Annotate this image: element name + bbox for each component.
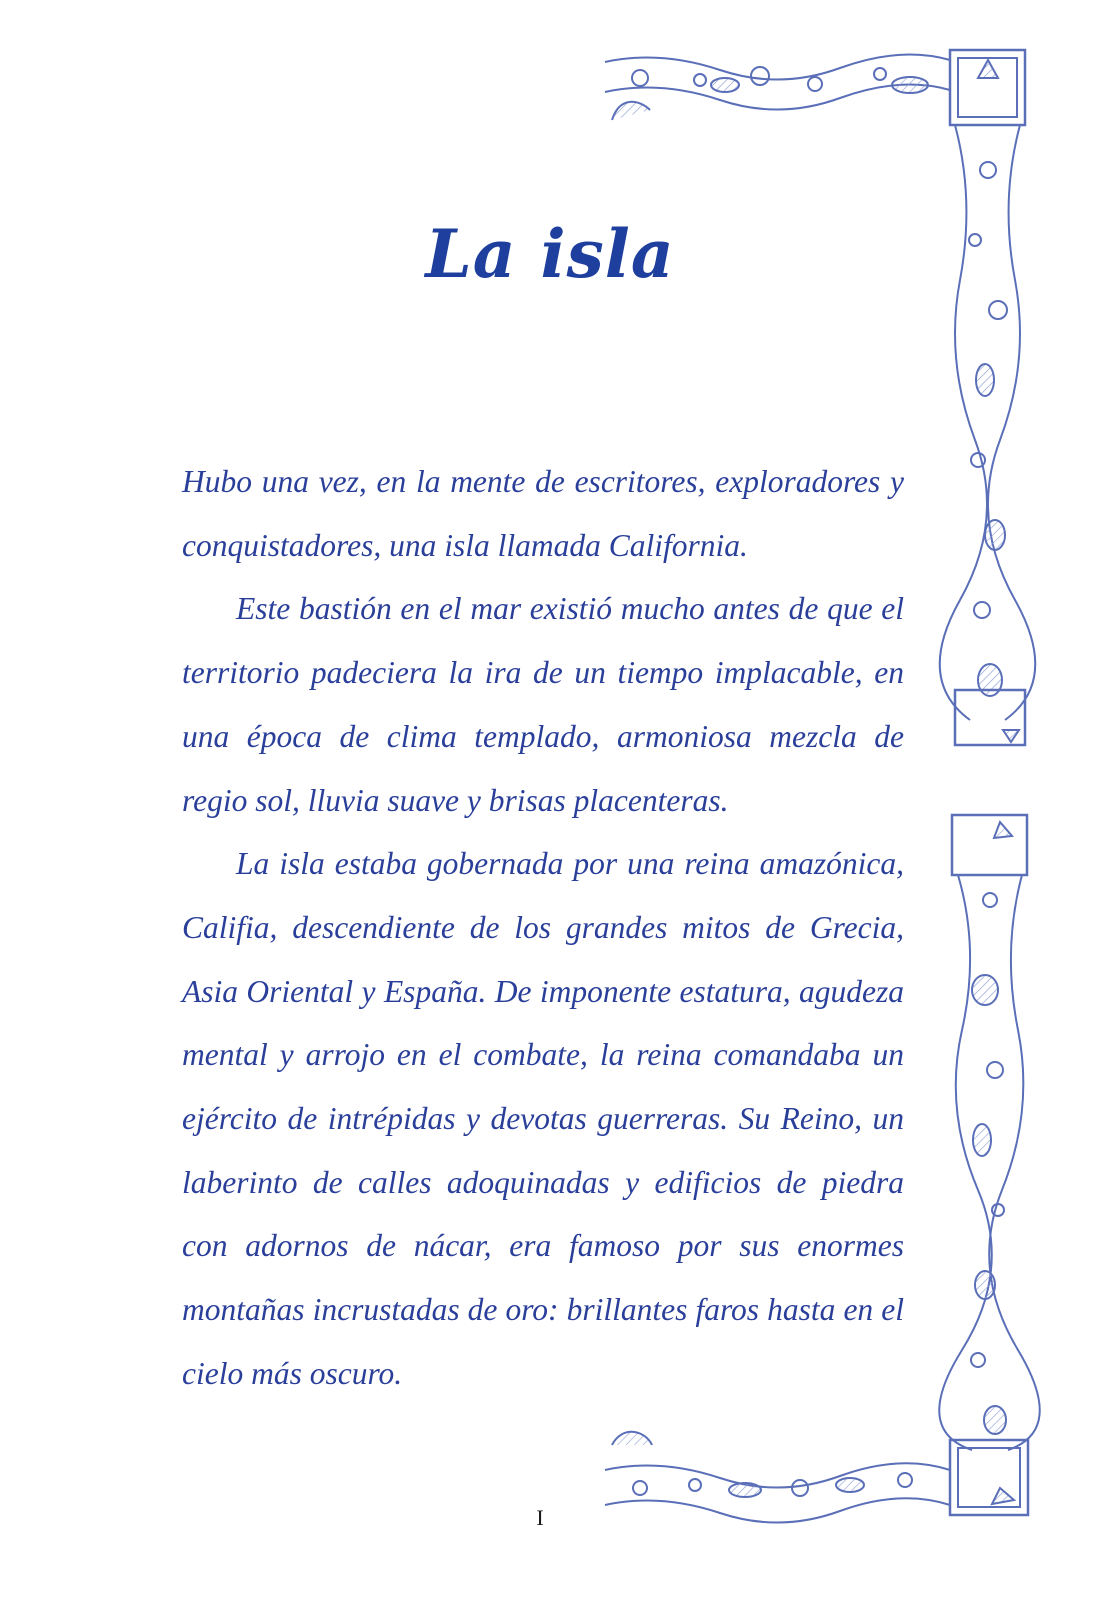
chapter-title: La isla xyxy=(425,215,675,293)
paragraph-3: La isla estaba gobernada por una reina amazónica, Califia, descendiente de los grandes mitos de Grecia, Asia Oriental y España. De imponente estatura, agudeza mental y arrojo en el combate, la reina comandaba un ejército de intrépidas y devotas guerreras. Su Reino, un laberinto de calles adoquinadas y edificios de piedra con adornos de nácar, era famoso por sus enormes montañas incrustadas de oro: brillantes faros hasta en el cielo más oscuro. xyxy=(182,846,904,1391)
paragraph-2: Este bastión en el mar existió mucho antes de que el territorio padeciera la ira de un tiempo implacable, en una época de clima templado, armoniosa mezcla de regio sol, lluvia suave y brisas placenteras. xyxy=(182,591,904,818)
paragraph-1: Hubo una vez, en la mente de escritores, exploradores y conquistadores, una isla llamada California. xyxy=(182,464,904,563)
page-number: I xyxy=(536,1505,544,1530)
body-text xyxy=(182,450,904,1406)
